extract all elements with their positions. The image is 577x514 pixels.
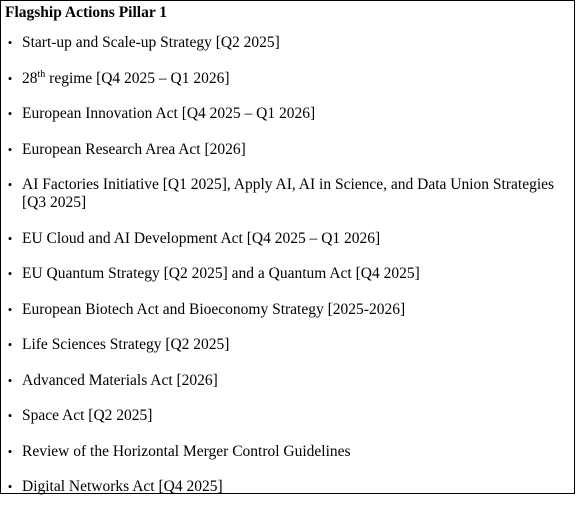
list-item (1, 141, 576, 159)
list-item (1, 105, 576, 123)
item-text: Life Sciences Strategy [Q2 2025] (22, 336, 230, 353)
list-item (1, 336, 576, 354)
bullet-icon: • (7, 301, 13, 317)
item-text: Review of the Horizontal Merger Control Guidelines (22, 442, 351, 460)
list-item (1, 372, 576, 390)
item-text: European Biotech Act and Bioeconomy Strategy [2025-2026] (22, 300, 406, 318)
item-text: Start-up and Scale-up Strategy [Q2 2025] (22, 34, 280, 51)
item-text-superscript: th (37, 68, 46, 80)
list-item (1, 407, 576, 425)
list-item (1, 443, 576, 461)
item-text: European Innovation Act [Q4 2025 – Q1 2026] (22, 105, 316, 122)
item-text: Advanced Materials Act [2026] (22, 371, 218, 389)
item-text: EU Quantum Strategy [Q2 2025] and a Quantum Act [Q4 2025] (22, 265, 420, 282)
bullet-icon: • (7, 372, 13, 388)
list-item (1, 176, 576, 212)
bullet-icon: • (7, 35, 13, 50)
bullet-icon: • (7, 266, 13, 281)
bullet-icon: • (7, 106, 13, 121)
list-item (1, 478, 576, 496)
flagship-actions-list (1, 34, 576, 514)
item-text: Space Act [Q2 2025] (22, 407, 153, 424)
item-text: EU Cloud and AI Development Act [Q4 2025 – Q1 2026] (22, 229, 381, 247)
bullet-icon: • (7, 408, 13, 423)
item-text (22, 70, 230, 87)
item-text: Digital Networks Act [Q4 2025] (22, 478, 223, 495)
bullet-icon: • (7, 479, 13, 494)
list-item (1, 230, 576, 248)
bullet-icon: • (7, 230, 13, 246)
list-item (1, 34, 576, 52)
bullet-icon: • (7, 337, 13, 352)
item-text: AI Factories Initiative [Q1 2025], Apply AI, AI in Science, and Data Union Strategies [Q3 2025] (22, 176, 555, 211)
bullet-icon: • (7, 177, 13, 192)
list-item (1, 70, 576, 88)
section-title: Flagship Actions Pillar 1 (5, 4, 168, 21)
list-item (1, 265, 576, 283)
bullet-icon: • (7, 141, 13, 157)
bullet-icon: • (7, 443, 13, 459)
item-text-number: 28 (22, 69, 38, 87)
bullet-icon: • (7, 70, 13, 86)
item-text: European Research Area Act [2026] (22, 140, 246, 158)
list-item (1, 301, 576, 319)
item-text-rest: regime [Q4 2025 – Q1 2026] (45, 69, 230, 87)
